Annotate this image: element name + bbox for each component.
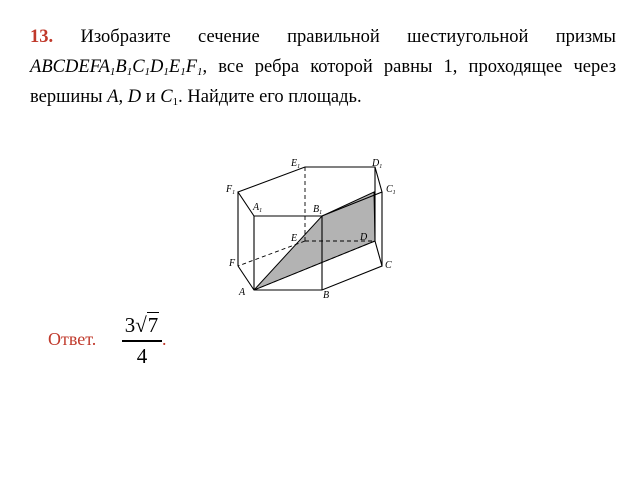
fraction-numerator: 3√7 xyxy=(124,313,159,337)
problem-statement: 13. Изобразите сечение правильной шестиугольной призмы $ABCDEFA_1B_1C_1D_1E_1F_1$, все ребра которой равны 1, проходящее через вершины A, D и $C_1$. Найдите его площадь. xyxy=(30,27,616,108)
answer-label: Ответ. xyxy=(48,329,97,349)
fraction-bar xyxy=(122,340,162,342)
problem-text-middle: , все ребра которой равны 1, проходящее через вершины xyxy=(30,57,616,107)
label-a: A xyxy=(239,287,246,298)
label-b1: $B_1$ xyxy=(313,204,323,216)
label-f: F xyxy=(229,258,236,269)
problem-text-end: . Найдите его площадь. xyxy=(178,87,362,107)
label-b: B xyxy=(323,290,330,301)
problem-text-intro: Изобразите сечение правильной шестиугольной призмы xyxy=(53,27,616,47)
problem-number: 13. xyxy=(30,27,54,47)
answer-period: . xyxy=(162,329,167,349)
label-f1: $F_1$ xyxy=(226,184,236,196)
label-e: E xyxy=(291,233,298,244)
label-d1: $D_1$ xyxy=(372,158,383,170)
vertex-d: D xyxy=(127,87,142,107)
vertex-c1: C xyxy=(160,87,173,107)
label-c: C xyxy=(385,260,392,271)
hexagonal-prism-diagram xyxy=(222,158,402,310)
label-c1: $C_1$ xyxy=(386,184,396,196)
fraction-denominator: 4 xyxy=(136,343,148,368)
vertex-a: A xyxy=(107,87,119,107)
sqrt-icon: √ xyxy=(135,313,147,337)
label-d: D xyxy=(360,232,368,243)
answer-fraction xyxy=(122,312,162,368)
label-e1: $E_1$ xyxy=(291,158,301,170)
label-a1: $A_1$ xyxy=(253,202,263,214)
prism-name: $ABCDEFA_1B_1C_1D_1E_1F_1$ xyxy=(30,57,203,78)
